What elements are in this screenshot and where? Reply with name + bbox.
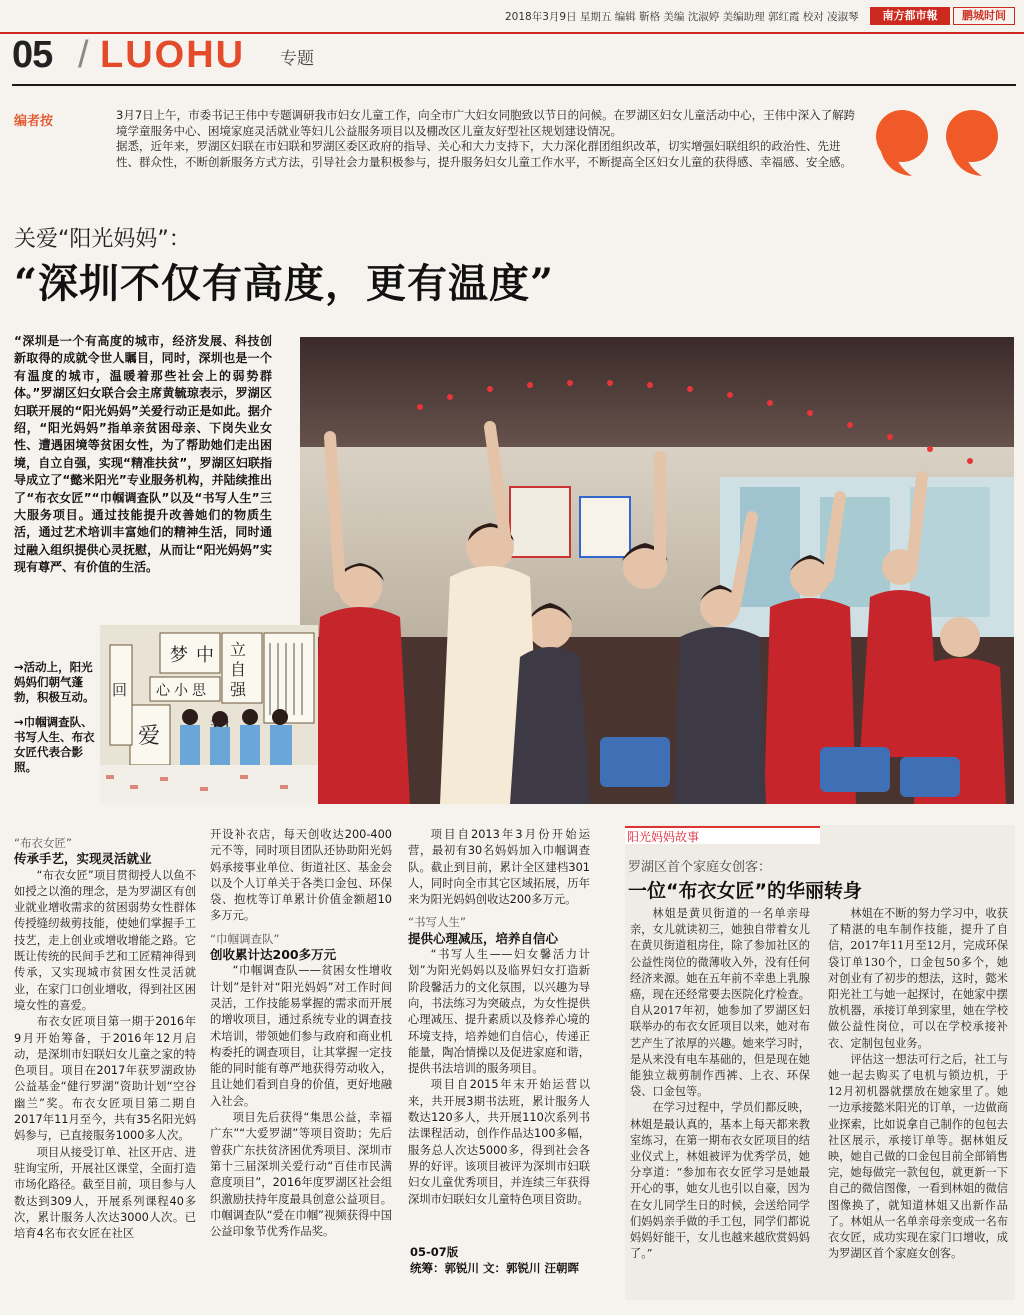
story-column-1: [630, 906, 810, 1262]
plaque-text: 小: [174, 683, 188, 699]
plaque-text: 强: [230, 680, 247, 699]
section-head: 提供心理减压，培养自信心: [408, 930, 559, 946]
top-bar: [0, 0, 1024, 34]
body-paragraph: “布衣女匠”项目贯彻授人以鱼不如授之以渔的理念，是为罗湖区有创业就业增收需求的贫困弱势女性群体传授缝纫裁剪技能，使她们掌握手工技艺，走上创业或增收增能之路。它既让传统的民间手艺和工匠精神得到传承，又实现城市贫困女性灵活就业，在家门口创业增收，得到社区困境女性的喜爱。: [14, 868, 196, 1012]
story-title: 一位“布衣女匠”的华丽转身: [628, 880, 862, 902]
plaque-text: 爱: [138, 724, 161, 749]
story-paragraph: 评估这一想法可行之后，社工与她一起去购买了电机与锁边机，于12月初机器就摆放在她家里了。她一边承接懿米阳光的订单，一边做商业探索，比如说拿自己制作的包包去社区展示，承接订单等。据林姐反映，她自己做的口金包目前全部销售完，她每做完一款包包，就更新一下自己的微信图像，一看到林姐的微信图像换了，就知道林姐又出新作品了。林姐从一名单亲母亲变成一名布衣女匠，成功实现在家门口增收，成为罗湖区首个家庭女创客。: [828, 1052, 1008, 1261]
story-column-2: [828, 906, 1008, 1262]
editor-note-tag: 编者按: [14, 114, 54, 129]
body-paragraph: 项目先后获得“集思公益，幸福广东”“大爱罗湖”等项目资助；先后曾获广东扶贫济困优秀项目、深圳市第十三届深圳关爱行动“百佳市民满意度项目”，2016年度罗湖区社会组织激励扶持年度最具创意公益项目。巾帼调查队“爱在巾帼”视频获得中国公益印象节优秀作品奖。: [210, 1111, 392, 1239]
plaque-text: 中: [196, 645, 214, 666]
page-number: 05: [12, 34, 53, 76]
editor-note-paragraph: 据悉，近年来，罗湖区妇联在市妇联和罗湖区委区政府的指导、关心和大力支持下，大力深化群团组织改革，切实增强妇联组织的政治性、先进性、群众性，不断创新服务方式方法，引导社会力量积极参与，提升服务妇女儿童工作水平，不断提高全区妇女儿童的获得感、幸福感、安全感。: [116, 139, 852, 169]
newspaper-logo: 南方都市報: [870, 7, 950, 25]
plaque-text: 心: [156, 683, 170, 699]
plaque-text: 回: [112, 681, 128, 699]
section-kicker: “巾帼调查队”: [210, 931, 280, 946]
byline: 统筹：郭锐川 文：郭锐川 汪朝晖: [410, 1261, 580, 1275]
body-column-3: [408, 827, 590, 1208]
issue-meta: 2018年3月9日 星期五 编辑 靳格 美编 沈淑婷 美编助理 郭红霞 校对 凌淑琴: [505, 11, 859, 23]
plaque-text: 立: [230, 640, 247, 659]
event-scene-illustration: [300, 337, 1014, 804]
subsection-label: 专题: [280, 49, 314, 69]
inset-photo: [100, 625, 318, 805]
story-paragraph: 林姐是黄贝街道的一名单亲母亲，女儿就读初三，她独自带着女儿在黄贝街道租房住，除了参加社区的公益性岗位的微薄收入外，没有任何经济来源。她在五年前不幸患上乳腺癌，现在还经常要去医院化疗检查。自从2017年初，她参加了罗湖区妇联举办的布衣女匠项目以来，她对布艺产生了浓厚的兴趣。她来学习时，是从来没有电车基础的，但是现在她能独立裁剪制作西裤、上衣、环保袋、口金包等。: [630, 907, 810, 1099]
body-paragraph: 项目自2013年3月份开始运营，最初有30名妈妈加入巾帼调查队。截止到目前，累计全区建档301人，同时向全市其它区域拓展，历年来为阳光妈妈创收达200多万元。: [408, 828, 590, 907]
section-name: LUOHU: [100, 34, 246, 76]
body-paragraph: 项目自2015年末开始运营以来，共开展3期书法班，累计服务人数达120多人，共开展110次系列书法课程活动，创作作品达100多幅，服务总人次达5000多，得到社会各界的好评。该项目被评为深圳市妇联妇女儿童优秀项目，并连续三年获得深圳市妇联妇女儿童特色项目资助。: [408, 1078, 590, 1206]
editor-note-paragraph: 3月7日上午，市委书记王伟中专题调研我市妇女儿童工作，向全市广大妇女同胞致以节日的问候。在罗湖区妇女儿童活动中心，王伟中深入了解跨境学童服务中心、困境家庭灵活就业等妇儿公益服务项目以及棚改区儿童友好型社区规划建设情况。: [116, 108, 856, 138]
story-kicker: 罗湖区首个家庭女创客：: [628, 860, 772, 875]
article-kicker: 关爱“阳光妈妈”：: [14, 227, 191, 252]
header-rule: [12, 84, 1016, 86]
body-paragraph: “书写人生——妇女馨活力计划”为阳光妈妈以及临界妇女打造新阶段馨活力的文化氛围，以兴趣为导向，书法练习为突破点，为女性提供心理减压、提升素质以及修养心境的环境支持，培养她们自信心，传递正能量，陶冶情操以及促进家庭和谐，提供书法培训的服务项目。: [408, 948, 590, 1076]
body-paragraph: 布衣女匠项目第一期于2016年9月开始筹备，于2016年12月启动，是深圳市妇联妇女儿童之家的特色项目。项目在2017年获罗湖政协公益基金“健行罗湖”资助计划“空谷幽兰”奖。布衣女匠项目第二期自2017年11月至今，共有35名阳光妈妈参与，已直接服务1000多人次。: [14, 1015, 196, 1143]
body-column-1: [14, 835, 196, 1242]
section-head: 传承手艺，实现灵活就业: [14, 851, 152, 867]
calligraphy-group-illustration: [100, 625, 318, 805]
supplement-logo: 鹏城时间: [953, 7, 1015, 25]
page-slash: /: [78, 34, 89, 76]
section-kicker: “布衣女匠”: [14, 836, 72, 850]
section-head: 创收累计达200多万元: [210, 947, 337, 963]
photo-caption: →活动上，阳光妈妈们朝气蓬勃，积极互动。: [14, 660, 95, 704]
credits: [410, 1244, 610, 1276]
main-photo: [300, 337, 1014, 804]
story-paragraph: 在学习过程中，学员们都反映，林姐是最认真的，基本上每天都来教室练习，在第一期布衣女匠项目的结业仪式上，林姐被评为优秀学员，她分享道：“参加布衣女匠学习是她最开心的事，她女儿也引以自豪，因为在女儿同学生日的时候，会送给同学们妈妈亲手做的手工包，同学们都说妈妈好能干，女儿也越来越欣赏妈妈了。”: [630, 1101, 810, 1261]
photo-caption: →巾帼调查队、书写人生、布衣女匠代表合影照。: [14, 715, 95, 774]
body-paragraph: “巾帼调查队——贫困女性增收计划”是针对“阳光妈妈”对工作时间灵活，工作技能易掌握的需求而开展的增收项目，通过系统专业的调查技术培训，带领她们参与政府和商业机构委托的调查项目，让其掌握一定技能的同时能有尊严地获得劳动收入，且让她们看到自身的价值，更好地融入社会。: [210, 964, 392, 1108]
quote-marks-icon: [872, 108, 1012, 178]
story-tag: 阳光妈妈故事: [625, 826, 820, 844]
body-paragraph: 开设补衣店，每天创收达200-400元不等，同时项目团队还协助阳光妈妈承接事业单位、街道社区、基金会以及个人订单关于各类口金包、环保袋、抱枕等订单累计价值金额超10多万元。: [210, 828, 392, 923]
story-paragraph: 林姐在不断的努力学习中，收获了精湛的电车制作技能，提升了自信，2017年11月至12月，完成环保袋订单130个，口金包50多个，她对创业有了初步的想法，这时，懿米阳光社工与她一起探讨，在她家中摆放机器，承接订单到家里，她在学校做公益性岗位，可以在学校承接补衣、定制包包业务。: [828, 907, 1009, 1050]
pages-label: 05-07版: [410, 1245, 459, 1259]
photo-captions: [14, 660, 96, 785]
body-column-2: [210, 827, 392, 1240]
article-headline: “深圳不仅有高度，更有温度”: [14, 260, 555, 307]
editor-note: [116, 108, 856, 170]
article-lead: “深圳是一个有高度的城市，经济发展、科技创新取得的成就令世人瞩目，同时，深圳也是一个有温度的城市，温暖着那些社会上的弱势群体。”罗湖区妇女联合会主席黄毓琼表示，罗湖区妇联开展的“阳光妈妈”关爱行动正是如此。据介绍，“阳光妈妈”指单亲贫困母亲、下岗失业女性、遭遇困境等贫困女性，为了帮助她们走出困境，自立自强，实现“精准扶贫”，罗湖区妇联指导成立了“懿米阳光”专业服务机构，并陆续推出了“布衣女匠”“巾帼调查队”以及“书写人生”三大服务项目。通过技能提升改善她们的物质生活，通过艺术培训丰富她们的精神生活，同时通过融入组织提供心灵抚慰，从而让“阳光妈妈”实现有尊严、有价值的生活。: [14, 334, 272, 575]
section-kicker: “书写人生”: [408, 915, 466, 930]
plaque-text: 思: [192, 683, 206, 699]
body-paragraph: 项目从接受订单、社区开店、进驻询宝所，开展社区课堂，全面打造市场化路径。截至目前，项目参与人数达到309人，开展系列课程40多次，累计服务人次达3000人次。已培育4名布衣女匠在社区: [14, 1145, 196, 1241]
plaque-text: 自: [230, 660, 247, 679]
plaque-text: 梦: [170, 645, 188, 666]
